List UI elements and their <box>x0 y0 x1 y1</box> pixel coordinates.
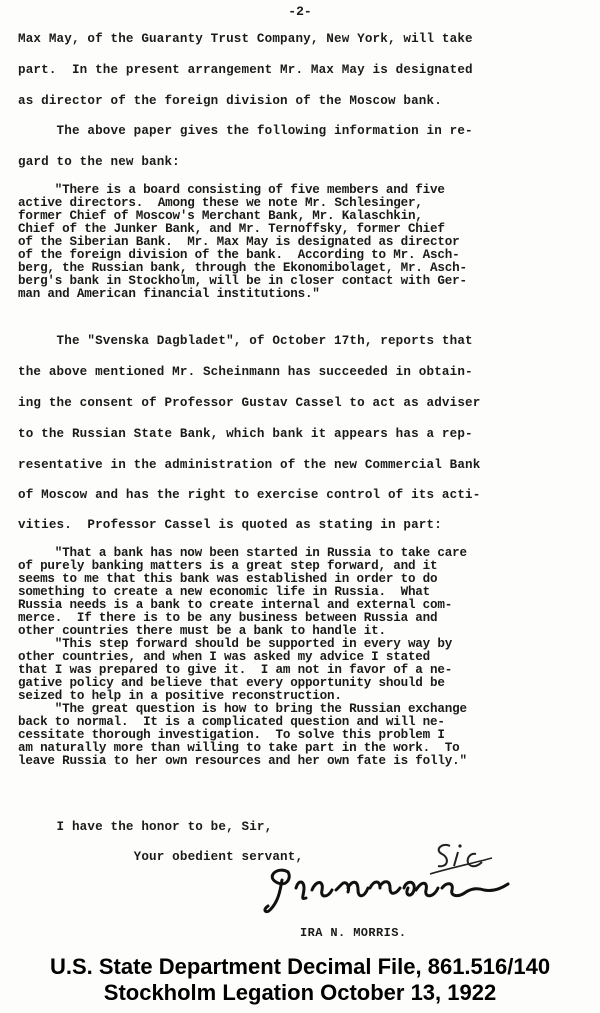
body-line: The "Svenska Dagbladet", of October 17th, reports that <box>18 334 473 348</box>
quote-line: seems to me that this bank was established in order to do <box>18 572 438 586</box>
quote-line: berg's bank in Stockholm, will be in closer contact with Ger- <box>18 274 467 288</box>
quote-line: am naturally more than willing to take part in the work. To <box>18 741 460 755</box>
signature <box>258 858 518 918</box>
caption-line-1: U.S. State Department Decimal File, 861.516/140 <box>49 954 551 979</box>
page-number: -2- <box>288 4 312 19</box>
quote-line: "There is a board consisting of five members and five <box>18 183 445 197</box>
quote-line: "The great question is how to bring the Russian exchange <box>18 702 467 716</box>
quote-line: leave Russia to her own resources and her own fate is folly." <box>18 754 467 768</box>
quote-line: Russia needs is a bank to create internal and external com- <box>18 598 453 612</box>
body-line: ing the consent of Professor Gustav Cassel to act as adviser <box>18 396 481 410</box>
body-line: The above paper gives the following information in re- <box>18 124 473 138</box>
body-line: gard to the new bank: <box>18 155 180 169</box>
quote-line: of the foreign division of the bank. According to Mr. Asch- <box>18 248 460 262</box>
quote-line: merce. If there is to be any business between Russia and <box>18 611 438 625</box>
body-line: as director of the foreign division of the Moscow bank. <box>18 94 442 108</box>
quote-line: Chief of the Junker Bank, and Mr. Ternoffsky, former Chief <box>18 222 445 236</box>
body-line: vities. Professor Cassel is quoted as stating in part: <box>18 518 442 532</box>
quote-line: "That a bank has now been started in Russia to take care <box>18 546 467 560</box>
body-line: the above mentioned Mr. Scheinmann has succeeded in obtain- <box>18 365 473 379</box>
quote-line: former Chief of Moscow's Merchant Bank, Mr. Kalaschkin, <box>18 209 423 223</box>
quote-line: of purely banking matters is a great step forward, and it <box>18 559 438 573</box>
body-line: to the Russian State Bank, which bank it appears has a rep- <box>18 427 473 441</box>
quote-line: seized to help in a positive reconstruction. <box>18 689 342 703</box>
body-line: of Moscow and has the right to exercise control of its acti- <box>18 488 481 502</box>
quote-line: other countries, and when I was asked my advice I stated <box>18 650 431 664</box>
closing-honor: I have the honor to be, Sir, <box>18 820 273 834</box>
signer-name: IRA N. MORRIS. <box>300 926 407 940</box>
quote-line: man and American financial institutions." <box>18 287 320 301</box>
caption-line-2: Stockholm Legation October 13, 1922 <box>103 980 497 1005</box>
quote-line: cessitate thorough investigation. To solve this problem I <box>18 728 445 742</box>
body-line: resentative in the administration of the new Commercial Bank <box>18 458 481 472</box>
body-line: Max May, of the Guaranty Trust Company, New York, will take <box>18 32 473 46</box>
quote-line: of the Siberian Bank. Mr. Max May is designated as director <box>18 235 460 249</box>
quote-line: something to create a new economic life in Russia. What <box>18 585 431 599</box>
quote-line: gative policy and believe that every opportunity should be <box>18 676 445 690</box>
quote-line: that I was prepared to give it. I am not in favor of a ne- <box>18 663 453 677</box>
body-line: part. In the present arrangement Mr. Max May is designated <box>18 63 473 77</box>
closing-servant: Your obedient servant, <box>18 850 304 864</box>
quote-line: back to normal. It is a complicated question and will ne- <box>18 715 445 729</box>
quote-line: berg, the Russian bank, through the Ekonomibolaget, Mr. Asch- <box>18 261 467 275</box>
quote-line: other countries there must be a bank to handle it. <box>18 624 386 638</box>
quote-line: "This step forward should be supported in every way by <box>18 637 453 651</box>
quote-line: active directors. Among these we note Mr. Schlesinger, <box>18 196 423 210</box>
